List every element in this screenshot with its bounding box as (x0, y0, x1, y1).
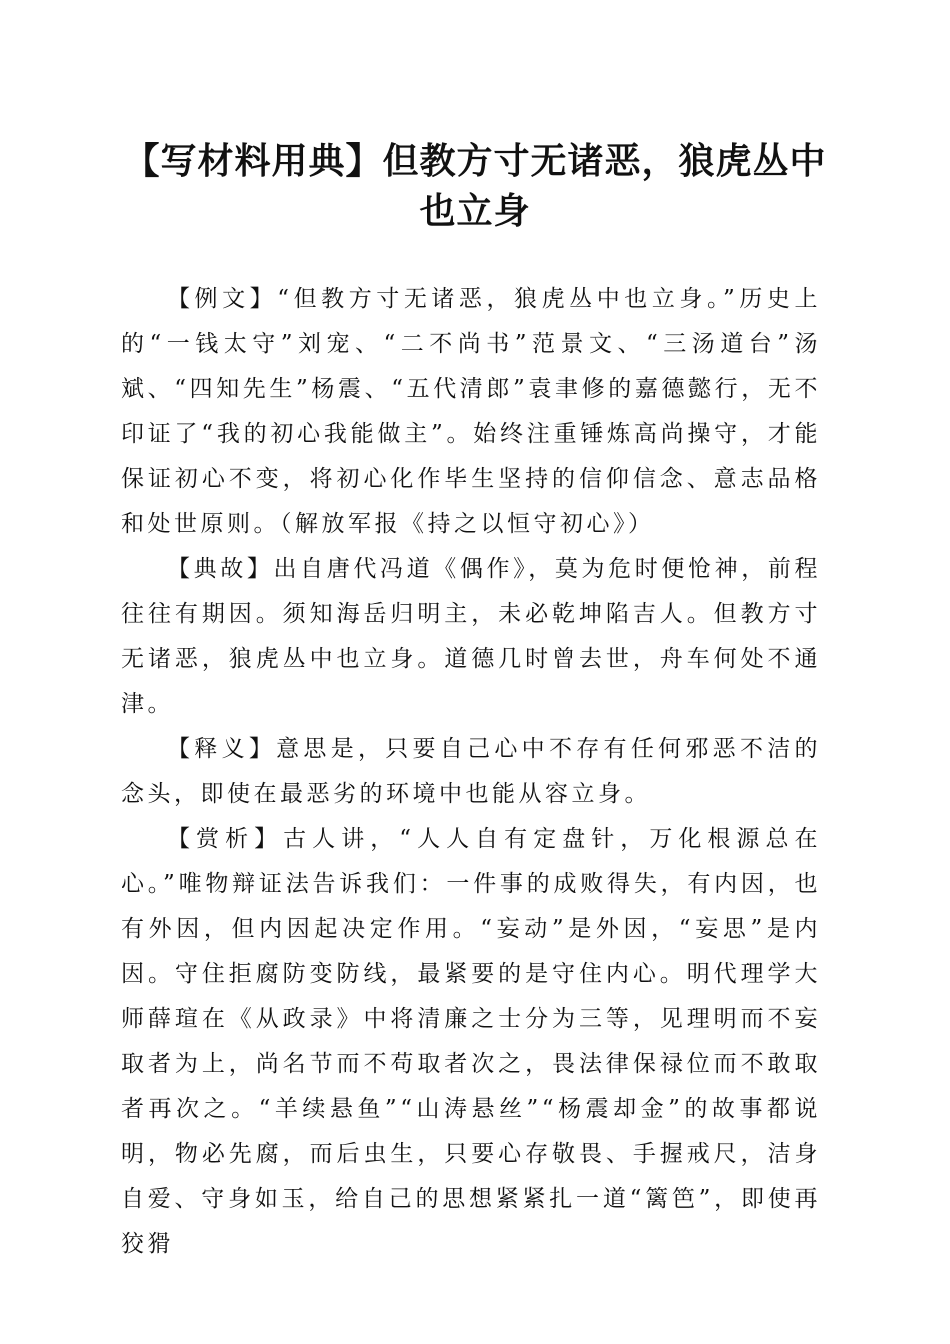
paragraph-label: 【赏析】 (167, 826, 284, 852)
document-title: 【写材料用典】但教方寸无诸恶，狼虎丛中也立身 (123, 140, 827, 232)
paragraph-text: 意思是，只要自己心中不存有任何邪恶不洁的念头，即使在最恶劣的环境中也能从容立身。 (121, 736, 822, 807)
paragraph-label: 【例文】 (167, 286, 278, 312)
paragraph-text: “但教方寸无诸恶，狼虎丛中也立身。”历史上的“一钱太守”刘宠、“二不尚书”范景文、“三汤道台”汤斌、“四知先生”杨震、“五代清郎”袁聿修的嘉德懿行，无不印证了“我的初心我能做主”。始终注重锤炼高尚操守，才能保证初心不变，将初心化作毕生坚持的信仰信念、意志品格和处世原则。（解放军报《持之以恒守初心》） (121, 286, 821, 537)
paragraph-meaning (121, 727, 821, 817)
paragraph-label: 【释义】 (167, 736, 277, 762)
paragraph-text: 古人讲，“人人自有定盘针，万化根源总在心。”唯物辩证法告诉我们：一件事的成败得失，有内因，也有外因，但内因起决定作用。“妄动”是外因，“妄思”是内因。守住拒腐防变防线，最紧要的是守住内心。明代理学大师薛瑄在《从政录》中将清廉之士分为三等，见理明而不妄取者为上，尚名节而不苟取者次之，畏法律保禄位而不敢取者再次之。“羊续悬鱼”“山涛悬丝”“杨震却金”的故事都说明，物必先腐，而后虫生，只要心存敬畏、手握戒尺，洁身自爱、守身如玉，给自己的思想紧紧扎一道“篱笆”，即使再狡猾 (121, 826, 821, 1257)
paragraph-label: 【典故】 (167, 556, 274, 582)
paragraph-text: 出自唐代冯道《偶作》，莫为危时便怆神，前程往往有期因。须知海岳归明主，未必乾坤陷吉人。但教方寸无诸恶，狼虎丛中也立身。道德几时曾去世，舟车何处不通津。 (121, 556, 821, 717)
paragraph-allusion (121, 547, 821, 727)
paragraph-example (121, 277, 821, 547)
document-body (121, 277, 821, 1267)
paragraph-appreciation (121, 817, 821, 1267)
